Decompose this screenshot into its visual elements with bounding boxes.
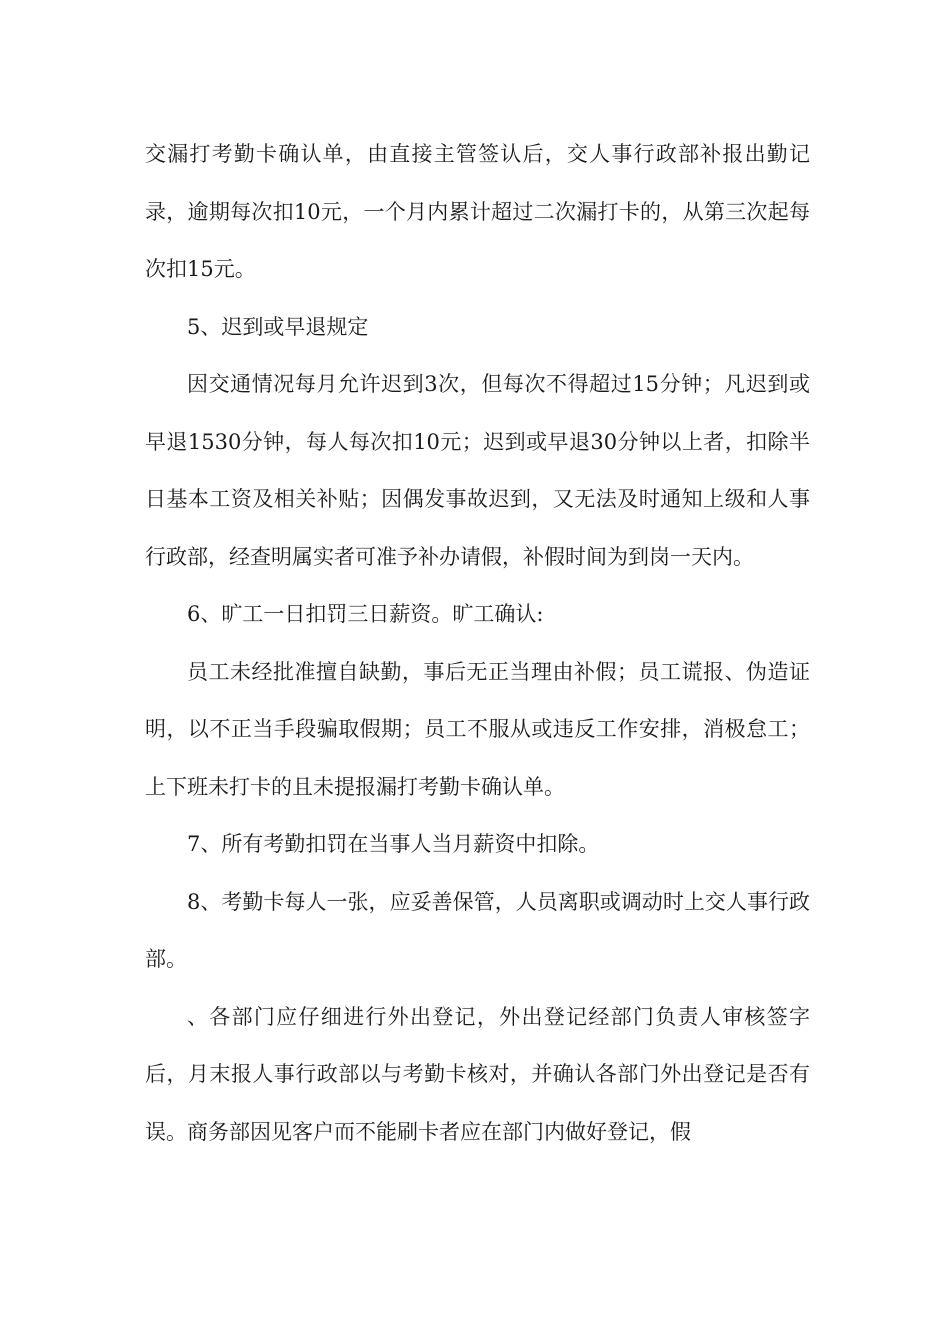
paragraph-7: 8、考勤卡每人一张，应妥善保管，人员离职或调动时上交人事行政部。 bbox=[145, 889, 810, 971]
paragraph-2-heading: 5、迟到或早退规定 bbox=[187, 314, 369, 339]
paragraph-3: 因交通情况每月允许迟到3次，但每次不得超过15分钟；凡迟到或早退1530分钟，每人每次扣10元；迟到或早退30分钟以上者，扣除半日基本工资及相关补贴；因偶发事故迟到，又无法及时通知上级和人事行政部，经查明属实者可准予补办请假，补假时间为到岗一天内。 bbox=[145, 372, 810, 569]
paragraph-4-heading: 6、旷工一日扣罚三日薪资。旷工确认: bbox=[187, 602, 544, 626]
paragraph-6: 7、所有考勤扣罚在当事人当月薪资中扣除。 bbox=[187, 832, 600, 856]
paragraph-5: 员工未经批准擅自缺勤，事后无正当理由补假；员工谎报、伪造证明，以不正当手段骗取假期；员工不服从或违反工作安排，消极怠工；上下班未打卡的且未提报漏打考勤卡确认单。 bbox=[145, 659, 810, 799]
document-body bbox=[145, 126, 810, 1161]
paragraph-8: 、各部门应仔细进行外出登记，外出登记经部门负责人审核签字后，月末报人事行政部以与考勤卡核对，并确认各部门外出登记是否有误。商务部因见客户而不能刷卡者应在部门内做好登记，假 bbox=[145, 1004, 810, 1144]
paragraph-1: 交漏打考勤卡确认单，由直接主管签认后，交人事行政部补报出勤记录，逾期每次扣10元，一个月内累计超过二次漏打卡的，从第三次起每次扣15元。 bbox=[145, 142, 810, 281]
